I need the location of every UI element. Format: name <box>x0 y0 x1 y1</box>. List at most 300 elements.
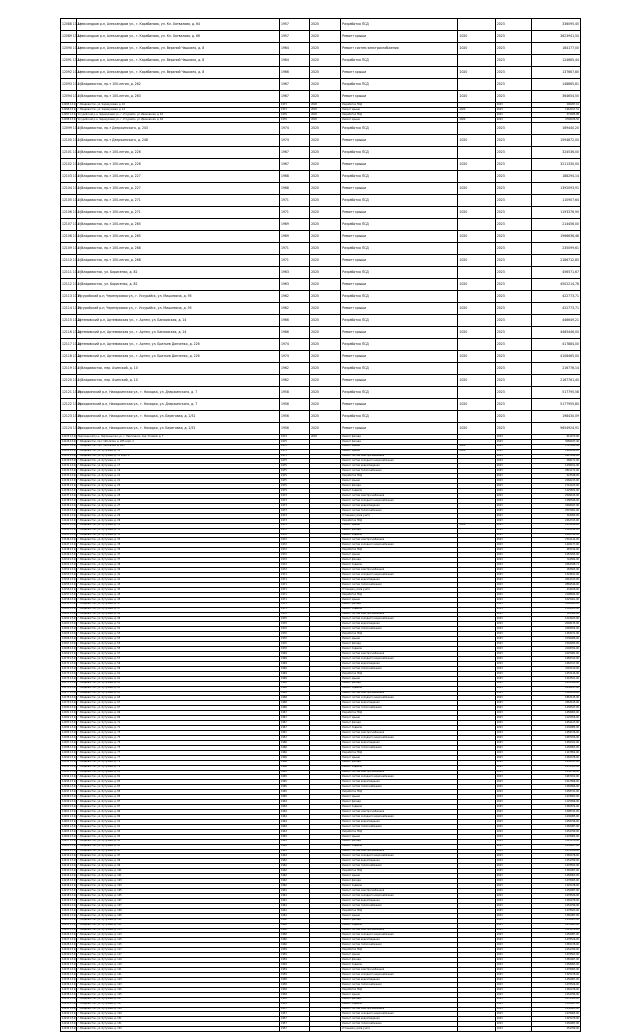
cell-sum: 1478526,00 <box>532 982 581 987</box>
cell-y1: 1975 <box>279 439 309 444</box>
cell-sum: 422773,71 <box>532 290 581 302</box>
cell-sum: 1256987,00 <box>532 977 581 982</box>
cell-y4: 2023 <box>495 656 531 661</box>
cell-work: Ремонт подвала <box>341 805 458 810</box>
cell-work: Ремонт систем водоотведения <box>341 464 458 469</box>
cell-addr: г. Владивосток, ул. Кутузова, д. 83 <box>76 785 279 790</box>
cell-addr: г. Владивосток, ул. Кутузова, д. 97 <box>76 849 279 854</box>
cell-id: 12156 13.2) <box>62 587 77 591</box>
cell-y1: 1976 <box>279 117 309 122</box>
cell-sum: 2463145,00 <box>532 701 581 706</box>
cell-sum: 1325478,00 <box>532 839 581 844</box>
cell-addr: Находкинский р-н, Находкинская ул., г. Находка, ул. Береговая, д. 2/31 <box>76 410 279 422</box>
cell-id: 12190 13.2) <box>62 755 77 759</box>
cell-y4: 2023 <box>495 587 531 592</box>
cell-work: Ремонт систем электроснабжения <box>341 494 458 499</box>
cell-sum: 2000764,00 <box>532 533 581 538</box>
cell-work: Ремонт крыши <box>341 597 458 602</box>
cell-addr: г. Владивосток, ул. Кутузова, д. 63 <box>76 681 279 686</box>
cell-work: Ремонт крыши <box>341 479 458 484</box>
cell-addr: г. Владивосток, ул. Кутузова, д. 129 <box>76 1007 279 1012</box>
cell-work: Ремонт крыши <box>341 326 458 338</box>
cell-work: Ремонт крыши <box>341 422 458 434</box>
cell-y4: 2023 <box>495 622 531 627</box>
cell-y3: 2020 <box>458 107 495 112</box>
capital-repair-table <box>60 18 581 1032</box>
cell-id: 12147 13.2) <box>62 543 77 547</box>
cell-id: 12220 13.2) <box>62 903 77 907</box>
cell-id: 12111 13.2) <box>61 266 77 278</box>
cell-y3 <box>458 79 495 91</box>
cell-id: 12153 13.2) <box>62 572 77 576</box>
cell-work: Ремонт крыши <box>341 795 458 800</box>
cell-sum: 1236985,00 <box>532 814 581 819</box>
cell-work: Ремонт систем холодного водоснабжения <box>341 814 458 819</box>
cell-y2: 2020 <box>310 117 341 122</box>
cell-y1: 1968 <box>279 686 309 691</box>
cell-id: 12151 13.2) <box>62 562 77 566</box>
cell-y4: 2023 <box>495 474 531 479</box>
cell-addr: г. Владивосток, ул. Кутузова, д. 17 <box>76 464 279 469</box>
cell-work: Ремонт систем теплоснабжения <box>341 745 458 750</box>
cell-y4: 2023 <box>495 597 531 602</box>
cell-sum: 456571,67 <box>532 266 581 278</box>
cell-y1: 1957 <box>279 1017 309 1022</box>
table-row <box>61 338 581 350</box>
cell-work: Разработка ПСД <box>341 55 458 67</box>
cell-y1: 1973 <box>279 513 309 518</box>
cell-id: 12136 13.2) <box>62 488 77 492</box>
cell-work: Ремонт крыши <box>341 755 458 760</box>
cell-y1: 1962 <box>279 864 309 869</box>
cell-y1: 1967 <box>279 726 309 731</box>
cell-y2: 2020 <box>310 254 341 266</box>
cell-work: Ремонт крыши <box>341 67 458 79</box>
cell-y1: 1967 <box>279 721 309 726</box>
cell-sum: 1286596,00 <box>532 498 581 503</box>
cell-id: 12205 13.2) <box>62 829 77 833</box>
cell-work: Ремонт фасада <box>341 681 458 686</box>
cell-y4: 2023 <box>495 691 531 696</box>
cell-y4: 2023 <box>495 997 531 1002</box>
table-row <box>61 290 581 302</box>
cell-id: 12140 13.2) <box>62 508 77 512</box>
table-row <box>61 122 581 134</box>
cell-y1: 1958 <box>279 997 309 1002</box>
cell-y4: 2023 <box>495 681 531 686</box>
cell-id: 12138 13.2) <box>62 498 77 502</box>
cell-y3: 2020 <box>458 182 495 194</box>
cell-addr: г. Владивосток, ул. Кутузова, д. 31 <box>76 528 279 533</box>
cell-addr: г. Владивосток, пр-т Дзержинского, д. 248 <box>76 134 279 146</box>
table-row <box>61 350 581 362</box>
cell-y4: 2023 <box>495 1017 531 1022</box>
table-row <box>61 218 581 230</box>
cell-y4: 2023 <box>495 731 531 736</box>
cell-work: Ремонт систем водоотведения <box>341 503 458 508</box>
cell-work: Ремонт крыши <box>341 398 458 410</box>
cell-sum: 1238911,00 <box>532 464 581 469</box>
cell-id: 12128 13.2) <box>62 449 77 453</box>
cell-sum: 254789,00 <box>532 1027 581 1032</box>
cell-id: 12089 13.1) <box>61 31 77 43</box>
cell-y1: 1975 <box>279 474 309 479</box>
cell-y1: 1963 <box>279 829 309 834</box>
cell-y1: 1960 <box>279 933 309 938</box>
cell-y1: 1959 <box>279 953 309 958</box>
cell-y4: 2023 <box>495 278 531 290</box>
cell-y3: 2020 <box>458 326 495 338</box>
cell-y1: 1963 <box>279 844 309 849</box>
cell-id: 12092 13.1) <box>61 67 77 79</box>
cell-id: 12099 13.2) <box>61 122 77 134</box>
cell-sum: 422773,71 <box>532 302 581 314</box>
cell-sum: 1654123,00 <box>532 721 581 726</box>
cell-y4: 2023 <box>495 661 531 666</box>
cell-addr: г. Владивосток, ул. Кутузова, д. 111 <box>76 918 279 923</box>
cell-sum: 2264398,71 <box>532 563 581 568</box>
cell-y1: 1971 <box>279 577 309 582</box>
cell-addr: г. Владивосток, ул. Кутузова, д. 101 <box>76 869 279 874</box>
cell-y1: 1964 <box>279 800 309 805</box>
cell-id: 12100 13.2) <box>61 134 77 146</box>
cell-id: 12161 13.2) <box>62 612 77 616</box>
cell-work: Ремонт систем водоотведения <box>341 977 458 982</box>
cell-y1: 1962 <box>279 302 309 314</box>
cell-y2: 2020 <box>310 422 341 434</box>
cell-addr: г. Владивосток, ул. Кутузова, д. 47 <box>76 607 279 612</box>
cell-y2: 2020 <box>310 134 341 146</box>
cell-sum: 296287,10 <box>532 103 581 108</box>
cell-addr: Артемовский р-н, Артемовская ул., г. Артем, ул. Банковская, д. 14 <box>76 326 279 338</box>
cell-id: 12232 13.2) <box>62 962 77 966</box>
cell-addr: г. Владивосток, ул. Кутузова, д. 33 <box>76 533 279 538</box>
cell-id: 12228 13.2) <box>62 943 77 947</box>
cell-y1: 1967 <box>279 146 309 158</box>
cell-addr: г. Владивосток, ул. Кутузова, д. 71 <box>76 726 279 731</box>
cell-addr: г. Владивосток, ул. Кутузова, д. 53 <box>76 637 279 642</box>
cell-y3 <box>458 19 495 31</box>
cell-sum: 1236547,00 <box>532 706 581 711</box>
cell-id: 12176 13.2) <box>62 686 77 690</box>
cell-id: 12141 13.2) <box>62 513 77 517</box>
cell-y1: 1975 <box>279 484 309 489</box>
cell-addr: г. Владивосток, ул. Кутузова, д. 69 <box>76 711 279 716</box>
cell-id: 12185 13.2) <box>62 730 77 734</box>
cell-y4: 2023 <box>495 444 531 449</box>
cell-y4: 2023 <box>495 701 531 706</box>
cell-y2: 2020 <box>310 386 341 398</box>
cell-work: Ремонт подвала <box>341 844 458 849</box>
cell-id: 12093 13.2) <box>61 79 77 91</box>
cell-addr: г. Владивосток, ул. Кутузова, д. 81 <box>76 775 279 780</box>
cell-id: 12203 13.2) <box>62 819 77 823</box>
cell-sum: 374485,88 <box>532 112 581 117</box>
table-row <box>61 254 581 266</box>
cell-addr: г. Владивосток, ул. Кутузова, д. 39 <box>76 563 279 568</box>
table-row <box>61 43 581 55</box>
cell-y3: 2020 <box>458 43 495 55</box>
cell-id: 12167 13.2) <box>62 641 77 645</box>
cell-sum: 1365987,00 <box>532 913 581 918</box>
cell-y1: 1957 <box>279 1027 309 1032</box>
cell-sum: 268171,00 <box>532 459 581 464</box>
cell-work: Ремонт крыши <box>341 158 458 170</box>
cell-id: 12187 13.2) <box>62 740 77 744</box>
cell-id: 12095 13.2) <box>62 102 77 106</box>
cell-id: 12204 13.2) <box>62 824 77 828</box>
cell-y1: 1964 <box>279 819 309 824</box>
cell-y1: 1973 <box>279 518 309 523</box>
cell-addr: г. Владивосток, ул. Кутузова, д. 119 <box>76 963 279 968</box>
cell-y4: 2023 <box>495 652 531 657</box>
cell-id: 12166 13.2) <box>62 637 77 640</box>
cell-id: 12201 13.2) <box>62 809 77 813</box>
cell-sum: 1365478,00 <box>532 854 581 859</box>
cell-addr: г. Владивосток, ул. Кутузова, д. 95 <box>76 839 279 844</box>
cell-y1: 1960 <box>279 943 309 948</box>
cell-addr: Александров р-н, Александров ул., г. Карабаново, ул. Кл. Хатвалова, д. 66 <box>76 31 279 43</box>
cell-addr: г. Владивосток, ул. Кутузова, д. 105 <box>76 889 279 894</box>
table-row <box>61 1027 581 1032</box>
cell-id: 12108 13.2) <box>61 230 77 242</box>
cell-addr: г. Владивосток, ул. Кутузова, д. 25 <box>76 494 279 499</box>
cell-y4: 2023 <box>495 314 531 326</box>
cell-sum: 2599415,00 <box>532 494 581 499</box>
cell-y1: 1957 <box>279 1022 309 1027</box>
cell-y4: 2023 <box>495 31 531 43</box>
cell-y4: 2023 <box>495 671 531 676</box>
cell-addr: г. Владивосток, ул. Кутузова, д. 67 <box>76 706 279 711</box>
cell-y1: 1970 <box>279 622 309 627</box>
cell-y4: 2023 <box>495 266 531 278</box>
cell-y1: 1959 <box>279 948 309 953</box>
cell-y1: 1969 <box>279 230 309 242</box>
cell-y1: 1971 <box>279 607 309 612</box>
cell-y4: 2023 <box>495 43 531 55</box>
cell-y1: 1972 <box>279 563 309 568</box>
table-row <box>61 410 581 422</box>
cell-y2: 2020 <box>310 242 341 254</box>
cell-id: 12238 13.2) <box>62 992 77 996</box>
cell-work: Ремонт систем электроснабжения <box>341 889 458 894</box>
cell-sum: 1478526,00 <box>532 849 581 854</box>
cell-addr: г. Владивосток, ул. Кутузова, д. 33 <box>76 538 279 543</box>
cell-work: Ремонт крыши <box>341 230 458 242</box>
cell-y3 <box>458 338 495 350</box>
cell-y1: 1959 <box>279 958 309 963</box>
cell-y1: 1965 <box>279 780 309 785</box>
cell-id: 12208 13.2) <box>62 844 77 848</box>
cell-y4: 2023 <box>495 434 531 439</box>
cell-y2: 2020 <box>310 19 341 31</box>
cell-id: 12226 13.2) <box>62 933 77 937</box>
cell-y4: 2023 <box>495 987 531 992</box>
cell-y1: 1964 <box>279 814 309 819</box>
cell-addr: г. Владивосток, ул. Кутузова, д. 87 <box>76 800 279 805</box>
cell-sum: 1594853,00 <box>532 607 581 612</box>
cell-y1: 1973 <box>279 523 309 528</box>
cell-sum: 1256987,00 <box>532 889 581 894</box>
cell-sum: 1326458,00 <box>532 691 581 696</box>
table-row <box>61 398 581 410</box>
cell-id: 12212 13.2) <box>62 864 77 868</box>
cell-id: 12116 13.2) <box>61 326 77 338</box>
cell-addr: г. Владивосток, ул. Кутузова, д. 101 <box>76 874 279 879</box>
cell-y2: 2020 <box>310 170 341 182</box>
cell-sum: 1125456,00 <box>532 716 581 721</box>
cell-y4: 2023 <box>495 103 531 108</box>
cell-y3 <box>458 146 495 158</box>
table-row <box>61 67 581 79</box>
cell-y4: 2023 <box>495 869 531 874</box>
cell-id: 12154 13.2) <box>62 577 77 581</box>
cell-y3: 2020 <box>458 444 495 449</box>
cell-work: Ремонт систем холодного водоснабжения <box>341 459 458 464</box>
cell-y4: 2023 <box>495 206 531 218</box>
cell-addr: г. Владивосток, ул. Кутузова, д. 61 <box>76 671 279 676</box>
cell-y4: 2023 <box>495 790 531 795</box>
cell-id: 12159 13.2) <box>62 602 77 606</box>
cell-sum: 2597961,00 <box>532 508 581 513</box>
cell-y1: 1968 <box>279 701 309 706</box>
cell-work: Ремонт фасада <box>341 760 458 765</box>
cell-y1: 1963 <box>279 839 309 844</box>
cell-sum: 1193376,90 <box>532 206 581 218</box>
cell-work: Ремонт систем электроснабжения <box>341 928 458 933</box>
cell-y4: 2023 <box>495 577 531 582</box>
cell-addr: Уссурийский р-н, Черемуховая ул., г. Уссурийск, ул. Ивановская, д. 64 <box>76 112 279 117</box>
cell-y4: 2023 <box>495 489 531 494</box>
cell-sum: 1658247,00 <box>532 686 581 691</box>
cell-work: Ремонт крыши <box>341 374 458 386</box>
cell-y4: 2023 <box>495 386 531 398</box>
cell-sum: 324536,00 <box>532 146 581 158</box>
cell-y4: 2023 <box>495 479 531 484</box>
cell-id: 12236 13.2) <box>62 982 77 986</box>
cell-work: Ремонт крыши <box>341 444 458 449</box>
cell-y4: 2023 <box>495 230 531 242</box>
cell-sum: 1365896,00 <box>532 785 581 790</box>
cell-y1: 1971 <box>279 587 309 592</box>
cell-sum: 446649,21 <box>532 314 581 326</box>
cell-y4: 2023 <box>495 977 531 982</box>
cell-y1: 1970 <box>279 642 309 647</box>
cell-sum: 2016313,00 <box>532 577 581 582</box>
cell-y4: 2023 <box>495 494 531 499</box>
cell-addr: г. Владивосток, ул. Кутузова, д. 15 <box>76 449 279 454</box>
cell-y1: 1966 <box>279 326 309 338</box>
cell-addr: Находкинский р-н, Находкинская ул., г. Находка, ул. Дзержинского, д. 7 <box>76 398 279 410</box>
cell-work: Ремонт крыши <box>341 953 458 958</box>
cell-work: Ремонт систем холодного водоснабжения <box>341 543 458 548</box>
cell-y4: 2023 <box>495 533 531 538</box>
table-row <box>61 242 581 254</box>
cell-y1: 1974 <box>279 122 309 134</box>
cell-y3: 2020 <box>458 374 495 386</box>
cell-id: 12094 13.2) <box>61 91 77 103</box>
cell-work: Разработка ПСД <box>341 548 458 553</box>
cell-addr: г. Владивосток, ул. Кутузова, д. 27 <box>76 503 279 508</box>
cell-addr: г. Владивосток, ул. Кутузова, д. 109 <box>76 913 279 918</box>
cell-y2: 2020 <box>310 314 341 326</box>
cell-sum: 2318412,00 <box>532 528 581 533</box>
cell-sum: 1287265,00 <box>532 553 581 558</box>
cell-y3 <box>458 314 495 326</box>
cell-sum: 1452146,00 <box>532 671 581 676</box>
cell-y1: 1968 <box>279 691 309 696</box>
cell-work: Ремонт систем холодного водоснабжения <box>341 854 458 859</box>
cell-sum: 1984312,00 <box>532 656 581 661</box>
cell-y1: 1971 <box>279 592 309 597</box>
cell-id: 12240 13.2) <box>62 1002 77 1006</box>
cell-y1: 1965 <box>279 785 309 790</box>
cell-id: 12109 13.2) <box>61 242 77 254</box>
cell-y4: 2023 <box>495 824 531 829</box>
cell-sum: 1325478,00 <box>532 884 581 889</box>
table-body <box>61 19 581 1032</box>
cell-id: 12160 13.2) <box>62 607 77 611</box>
cell-sum: 2269554,00 <box>532 627 581 632</box>
cell-y4: 2023 <box>495 439 531 444</box>
cell-id: 12134 13.2) <box>62 479 77 482</box>
cell-addr: г. Владивосток, ул. Кутузова, д. 125 <box>76 987 279 992</box>
cell-y4: 2023 <box>495 218 531 230</box>
cell-y4: 2023 <box>495 538 531 543</box>
cell-id: 12125 13.2) <box>62 434 77 438</box>
cell-y1: 1960 <box>279 923 309 928</box>
cell-y4: 2023 <box>495 79 531 91</box>
cell-sum: 183562,00 <box>532 612 581 617</box>
cell-y4: 2023 <box>495 666 531 671</box>
cell-addr: г. Владивосток, ул. Кутузова, д. 131 <box>76 1017 279 1022</box>
cell-y3 <box>458 170 495 182</box>
table-row <box>61 91 581 103</box>
cell-addr: Александров р-н, Александров ул., г. Карабаново, ул. Верхний Чашкино, д. 8 <box>76 55 279 67</box>
cell-y2: 2020 <box>310 338 341 350</box>
cell-addr: Уссурийский р-н, Черемуховая ул., г. Уссурийск, ул. Мицкевича, д. 95 <box>76 290 279 302</box>
cell-y1: 1971 <box>279 573 309 578</box>
cell-addr: г. Владивосток, ул. Кутузова, д. 95 <box>76 844 279 849</box>
cell-work: Ремонт систем электроснабжения <box>341 810 458 815</box>
cell-work: Ремонт фасада <box>341 528 458 533</box>
cell-y2: 2020 <box>310 67 341 79</box>
cell-sum: 1258746,00 <box>532 770 581 775</box>
cell-id: 12178 13.2) <box>62 696 77 700</box>
cell-work: Ремонт крыши <box>341 449 458 454</box>
cell-id: 12213 13.2) <box>62 869 77 873</box>
cell-work: Разработка ПСД <box>341 790 458 795</box>
cell-addr: г. Владивосток, ул. Кутузова, д. 53 <box>76 632 279 637</box>
cell-work: Ремонт фасада <box>341 721 458 726</box>
cell-y4: 2023 <box>495 548 531 553</box>
cell-id: 12132 13.2) <box>62 469 77 473</box>
cell-y4: 2023 <box>495 182 531 194</box>
cell-work: Ремонт систем электроснабжения <box>341 538 458 543</box>
cell-addr: Александров р-н, Александров ул., г. Карабаново, ул. Верхний Чашкино, д. 8 <box>76 67 279 79</box>
cell-work: Ремонт систем теплоснабжения <box>341 1022 458 1027</box>
cell-addr: г. Владивосток, ул. Кутузова, д. 39 <box>76 568 279 573</box>
cell-sum: 1324811,00 <box>532 573 581 578</box>
cell-y4: 2023 <box>495 612 531 617</box>
cell-y1: 1964 <box>279 43 309 55</box>
cell-sum: 1365987,00 <box>532 958 581 963</box>
cell-id: 12171 13.2) <box>62 661 77 665</box>
cell-y2: 2020 <box>310 79 341 91</box>
cell-sum: 1236985,00 <box>532 726 581 731</box>
cell-work: Ремонт крыши <box>341 182 458 194</box>
cell-y1: 1966 <box>279 740 309 745</box>
